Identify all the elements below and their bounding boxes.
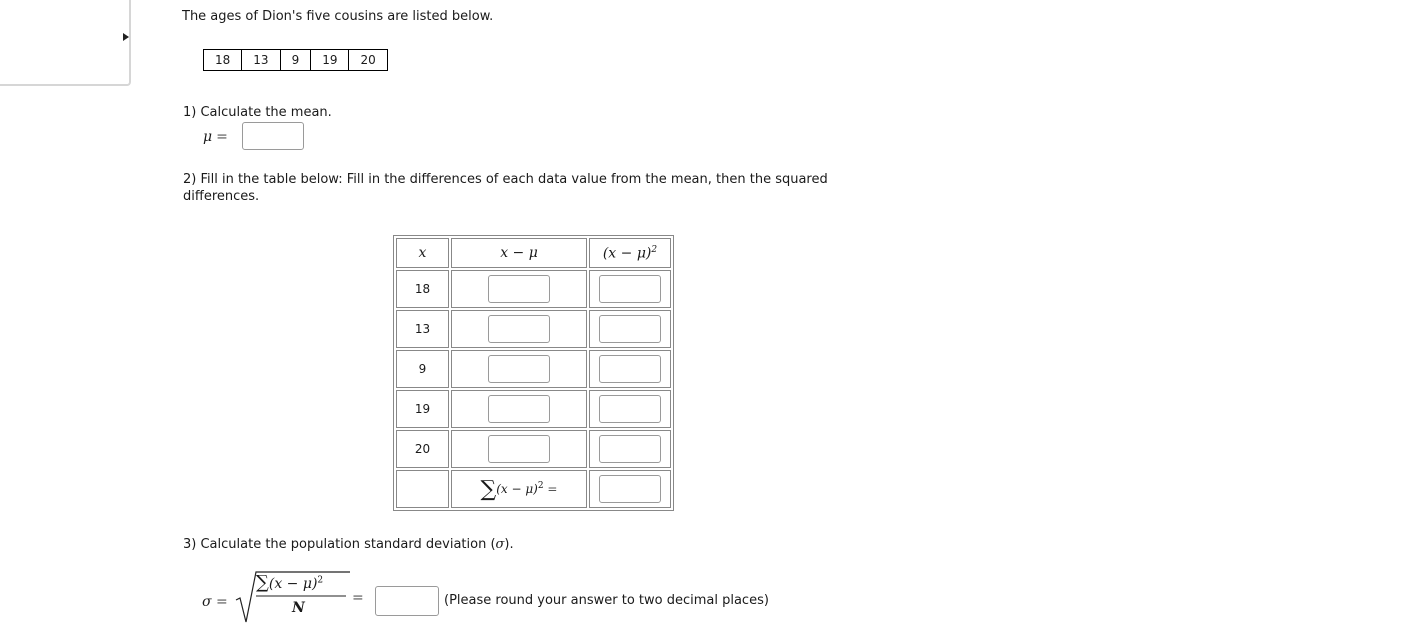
header-x: x	[396, 238, 449, 268]
age-value: 9	[281, 50, 312, 70]
differences-table	[393, 235, 674, 511]
squared-difference-input[interactable]	[599, 355, 661, 383]
difference-input[interactable]	[488, 435, 550, 463]
sum-of-squares-input[interactable]	[599, 475, 661, 503]
age-value: 13	[242, 50, 280, 70]
squared-difference-input[interactable]	[599, 435, 661, 463]
age-value: 19	[311, 50, 349, 70]
question-1-label: 1) Calculate the mean.	[183, 105, 332, 120]
side-panel-tab[interactable]	[0, 0, 131, 86]
mean-equation	[203, 129, 228, 145]
expand-arrow-icon[interactable]	[123, 33, 129, 41]
sqrt-formula	[234, 570, 354, 626]
x-value: 18	[396, 270, 449, 308]
question-3-label: 3) Calculate the population standard deviation (σ).	[183, 537, 514, 552]
equals-sign: =	[352, 590, 364, 606]
x-value: 20	[396, 430, 449, 468]
sigma-equation-lhs: σ =	[202, 594, 228, 610]
difference-input[interactable]	[488, 315, 550, 343]
equals-sign: =	[216, 129, 228, 145]
table-row	[396, 430, 671, 468]
table-row	[396, 270, 671, 308]
x-value: 19	[396, 390, 449, 428]
mean-input[interactable]	[242, 122, 304, 150]
sum-row	[396, 470, 671, 508]
x-value: 9	[396, 350, 449, 388]
sigma-symbol: σ	[202, 594, 212, 610]
difference-input[interactable]	[488, 355, 550, 383]
squared-difference-input[interactable]	[599, 315, 661, 343]
problem-intro: The ages of Dion's five cousins are listed below.	[182, 9, 494, 24]
squared-difference-input[interactable]	[599, 275, 661, 303]
formula-numerator: $\sum(x - \mu)^2$	[256, 572, 324, 593]
table-row	[396, 390, 671, 428]
sum-of-squares-label: $\sum(x - \mu)^2$ =	[451, 470, 587, 508]
table-row	[396, 310, 671, 348]
age-value: 20	[360, 53, 376, 67]
table-row	[396, 350, 671, 388]
formula-denominator: N	[292, 600, 305, 616]
header-squared-diff: $(x - \mu)^2$	[589, 238, 671, 268]
difference-input[interactable]	[488, 395, 550, 423]
question-2-label: 2) Fill in the table below: Fill in the differences of each data value from the mean, then the squared differences.	[183, 172, 828, 204]
header-x-minus-mu: x − μ	[451, 238, 587, 268]
ages-data-strip	[203, 49, 388, 71]
x-value: 13	[396, 310, 449, 348]
age-value: 18	[204, 50, 242, 70]
difference-input[interactable]	[488, 275, 550, 303]
std-dev-input[interactable]	[375, 586, 439, 616]
mu-symbol: μ	[203, 129, 213, 145]
rounding-note: (Please round your answer to two decimal places)	[444, 593, 769, 608]
squared-difference-input[interactable]	[599, 395, 661, 423]
